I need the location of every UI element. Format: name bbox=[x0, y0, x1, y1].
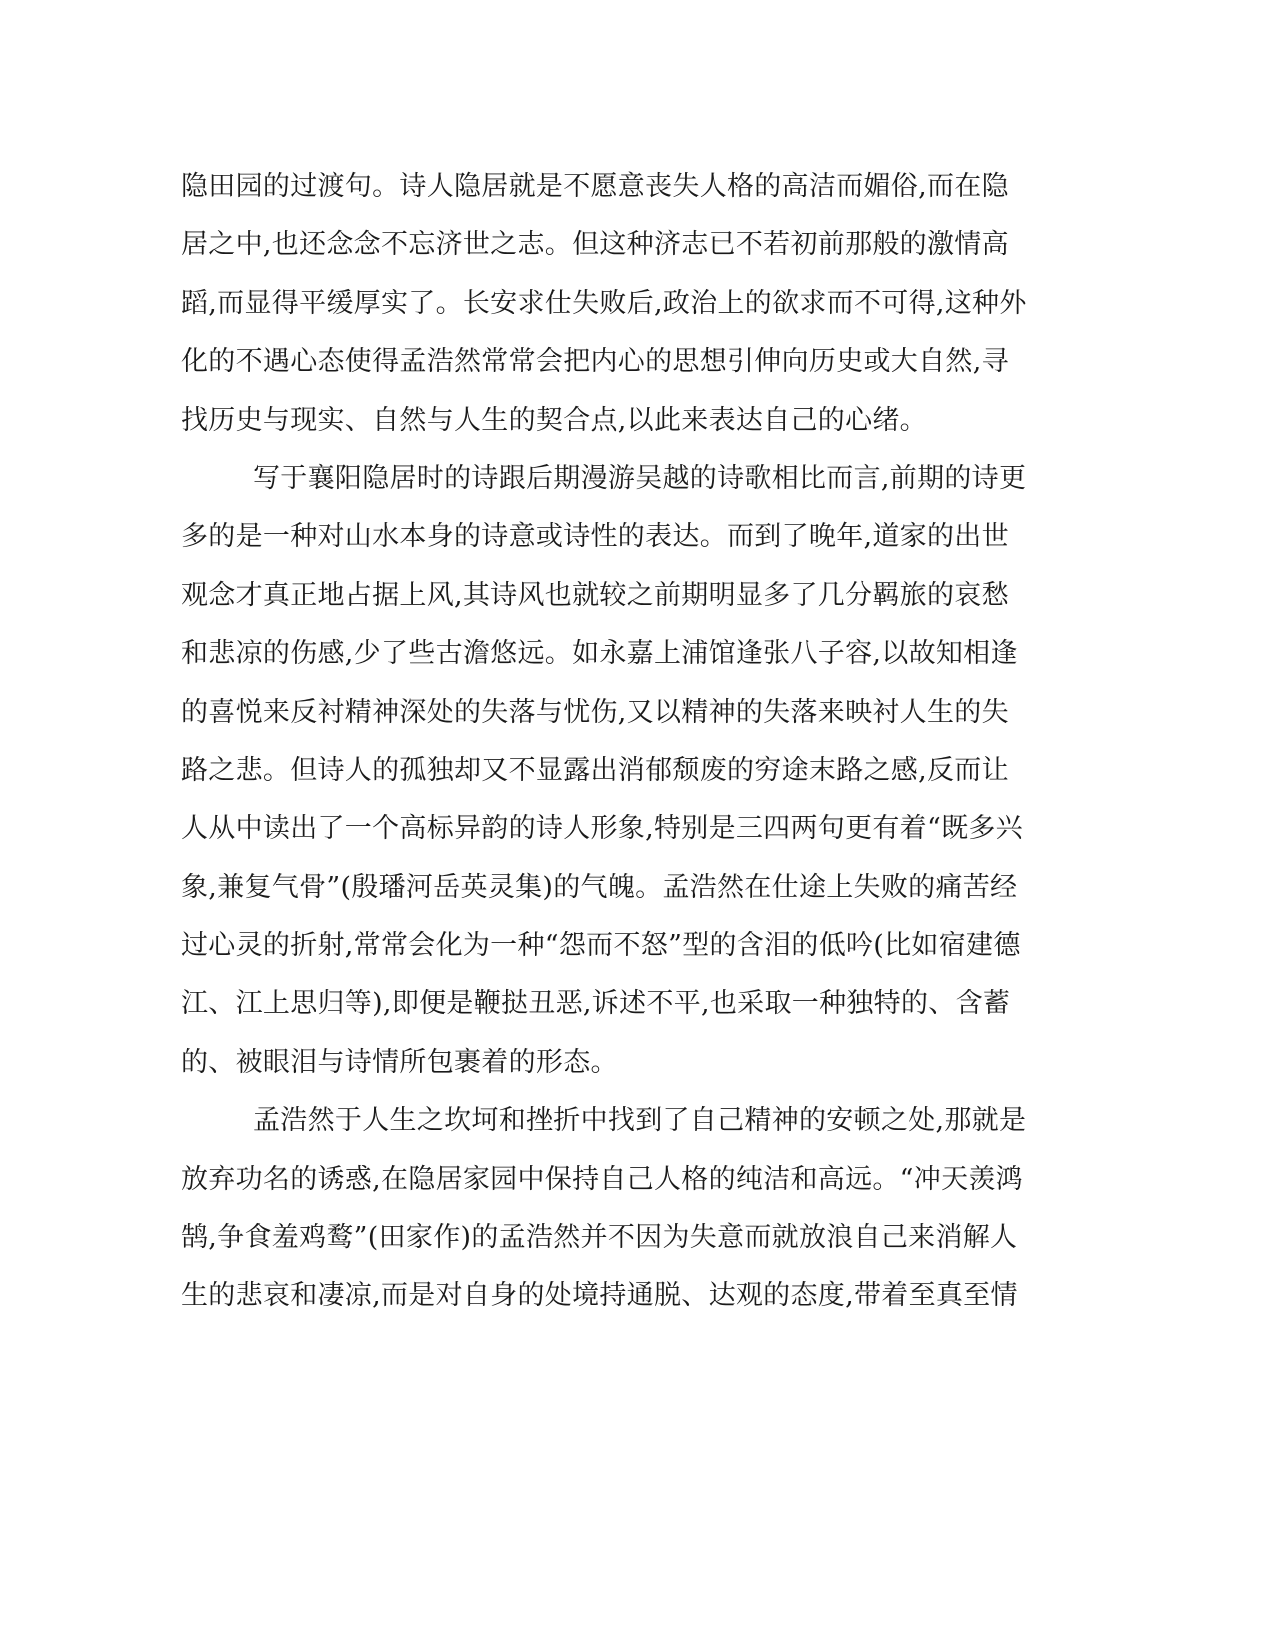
body-text bbox=[181, 158, 1041, 1326]
paragraph-1-line-3: 蹈,而显得平缓厚实了。长安求仕失败后,政治上的欲求而不可得,这种外 bbox=[181, 287, 1027, 319]
paragraph-2-line-1: 写于襄阳隐居时的诗跟后期漫游吴越的诗歌相比而言,前期的诗更 bbox=[253, 462, 1027, 494]
paragraph-2-line-5: 的喜悦来反衬精神深处的失落与忧伤,又以精神的失落来映衬人生的失 bbox=[181, 696, 1009, 728]
paragraph-1-line-1: 隐田园的过渡句。诗人隐居就是不愿意丧失人格的高洁而媚俗,而在隐 bbox=[181, 171, 1009, 202]
paragraph-3-line-4: 生的悲哀和凄凉,而是对自身的处境持通脱、达观的态度,带着至真至情 bbox=[181, 1280, 1018, 1312]
paragraph-2-line-4: 和悲凉的伤感,少了些古澹悠远。如永嘉上浦馆逢张八子容,以故知相逢 bbox=[181, 638, 1018, 670]
paragraph-2-line-3: 观念才真正地占据上风,其诗风也就较之前期明显多了几分羁旅的哀愁 bbox=[181, 579, 1009, 611]
paragraph-2-line-10: 江、江上思归等),即便是鞭挞丑恶,诉述不平,也采取一种独特的、含蓄 bbox=[181, 988, 1011, 1020]
paragraph-3-line-2: 放弃功名的诱惑,在隐居家园中保持自己人格的纯洁和高远。“冲天羡鸿 bbox=[181, 1163, 1023, 1195]
paragraph-2-line-9: 过心灵的折射,常常会化为一种“怨而不怒”型的含泪的低吟(比如宿建德 bbox=[181, 930, 1021, 962]
paragraph-2-line-6: 路之悲。但诗人的孤独却又不显露出消郁颓废的穷途末路之感,反而让 bbox=[181, 754, 1009, 786]
paragraph-3-line-3: 鹄,争食羞鸡鹜”(田家作)的孟浩然并不因为失意而就放浪自己来消解人 bbox=[181, 1222, 1018, 1254]
paragraph-3-line-1: 孟浩然于人生之坎坷和挫折中找到了自己精神的安顿之处,那就是 bbox=[253, 1105, 1027, 1137]
paragraph-1-line-4: 化的不遇心态使得孟浩然常常会把内心的思想引伸向历史或大自然,寻 bbox=[181, 346, 1009, 378]
paragraph-2-line-11: 的、被眼泪与诗情所包裹着的形态。 bbox=[181, 1046, 618, 1078]
paragraph-2-line-2: 多的是一种对山水本身的诗意或诗性的表达。而到了晚年,道家的出世 bbox=[181, 521, 1009, 553]
paragraph-2-line-7: 人从中读出了一个高标异韵的诗人形象,特别是三四两句更有着“既多兴 bbox=[181, 813, 1023, 845]
paragraph-1-line-5: 找历史与现实、自然与人生的契合点,以此来表达自己的心绪。 bbox=[181, 404, 927, 436]
paragraph-1-line-2: 居之中,也还念念不忘济世之志。但这种济志已不若初前那般的激情高 bbox=[181, 229, 1009, 261]
paragraph-2-line-8: 象,兼复气骨”(殷璠河岳英灵集)的气魄。孟浩然在仕途上失败的痛苦经 bbox=[181, 871, 1018, 903]
